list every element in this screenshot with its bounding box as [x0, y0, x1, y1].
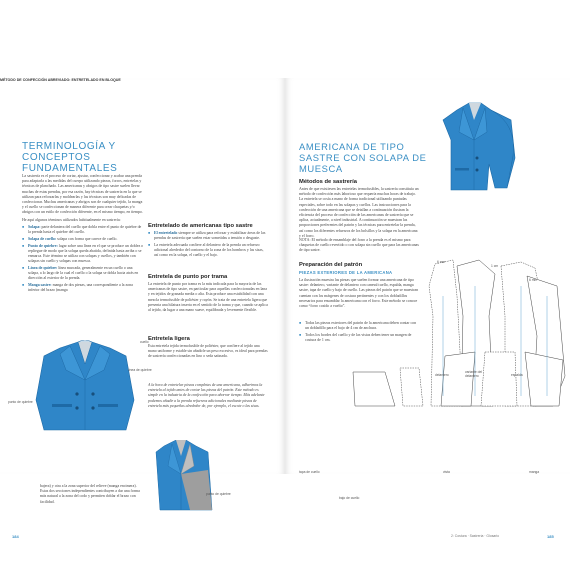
- col2-para-2: La entretela de punto por trama es la más indicada para la mayoría de las americanas de tipo sastre, en particular para aquellas confeccionadas en lana y en tejidos de granada media o alta. Esta produce una estabilidad con una mezcla termofusible de poliéster y rayón. Se trata de una entretela ligera que presenta una hilatura inserta en el sentido de la trama y que, cuando se aplica al tejido, da lugar a una mano suave, equilibrada y levemente flexible.: [148, 282, 268, 313]
- col2-heading-2: Entretela de punto por trama: [148, 274, 228, 280]
- prep-heading: Preparación del patrón: [299, 262, 363, 268]
- callout-frontvar: variante del delantero: [465, 370, 483, 378]
- right-page: [285, 78, 570, 539]
- callout-sleeve: manga: [529, 470, 540, 474]
- col2-heading-3: Entretela ligera: [148, 336, 190, 342]
- left-folio: 184: [12, 534, 19, 539]
- callout-break-2: punto de quiebre: [206, 492, 231, 496]
- callout-bajo: bajo de cuello: [339, 496, 360, 500]
- right-title: AMERICANA DE TIPO SASTRE CON SOLAPA DE MUESCA: [299, 141, 427, 174]
- callout-break: punto de quiebre: [8, 400, 33, 404]
- callout-lapel: línea de quiebre: [128, 368, 152, 372]
- intro-paragraph: La sastrería es el proceso de cortar, ajustar, confeccionar y acabar una prenda para adaptarla a las medidas del cuerpo utilizando piezas, forros, entretelas y técnicas de planchado. Las americanas y abrigos de tipo sastre suelen llevar muchas de estas prendas, por esa razón, hay técnicas de sastrería en la que se utilizan para reforzarlas y moldearlas y las técnicas son muy delicadas de confeccionar. Muchas americanas y abrigos son de cualquier tejido, la manga y el cuello se confeccionan de manera diferente para crear chaquetas y/o abrigos con un estilo de confección diferente, en el mismo tiempo, en tiempo.: [22, 174, 143, 215]
- left-title: TERMINOLOGÍA Y CONCEPTOS FUNDAMENTALES: [22, 141, 118, 174]
- jacket-detail-illustration: [150, 440, 220, 512]
- terms-list: [22, 225, 144, 294]
- running-footer: 2: Costura · Sastrería · Glosario: [451, 534, 500, 538]
- left-continuation: bajera) y otra a la zona superior del relieve (manga encimera). Estas dos secciones independientes contribuyen a dar una forma más natural a la zona del codo y permiten doblar el brazo con facilidad.: [40, 484, 140, 504]
- term-item: ■ Solapa: parte delantera del cuello que dobla entre el punto de quiebre de la prenda hasta el quiebre del cuello.: [28, 225, 144, 235]
- methods-heading: Métodos de sastrería: [299, 179, 357, 185]
- callout-collar: vista: [443, 470, 450, 474]
- terms-intro: He aquí algunos términos utilizados habitualmente en sastrería:: [22, 217, 121, 222]
- col2-bullet: ■ El entretelado siempre se utiliza para reforzar y estabilizar áreas de las prendas de sastrería que suelen estar sometidas a tensión o desgaste.: [154, 231, 268, 241]
- prep-subheading: PIEZAS EXTERIORES DE LA AMERICANA: [299, 270, 393, 275]
- method-title: MÉTODO DE CONFECCIÓN ABREVIADO: ENTRETELADO EN BLOQUE: [0, 78, 121, 82]
- callout-collar: cuello: [140, 340, 149, 344]
- callout-cuello: tapa de cuello: [299, 470, 320, 474]
- methods-paragraph: Antes de que existiesen las entretelas termofusibles, la sastrería constituía un método de confección más laborioso que requería muchas horas de trabajo. La entretela se cosía a mano de forma tradicional utilizando puntadas especiales, sobre todo en las solapas y cuellos. Las instrucciones para la confección de una americana que se detallan a continuación ilustran la eficiencia del proceso de confección de las americanas de sastrería que se aplica, actualmente, a nivel industrial. A continuación se muestran las proporciones preferentes del patrón y las técnicas para entretelar la prenda, así como los diferentes refuerzos de los bolsillos y la solapa en la americana y el forro.: [299, 187, 419, 238]
- col2-bullet: ■ La entretela adecuada confiere al delantero de la prenda un refuerzo adicional alrededor del contorno de la zona de los hombros y las sisas, así como en la solapa, el cuello y el bajo.: [154, 243, 268, 259]
- col2-para-3: Esta entretela tejida termofusible de poliéster, que confiere al tejido una mano uniforme y estable sin añadirle un peso excesivo, es ideal para prendas de sastrería confeccionadas en lino o seda satinada.: [148, 344, 268, 359]
- right-folio: 185: [547, 534, 554, 539]
- term-item: ■ Punto de quiebre: lugar sobre una línea en el que se produce un doblez o repliegue de modo que la solapa queda abatida, definida hasta arriba o se enmarca. Este término se utiliza con solapas y cuellos, y también con solapas sin cuello y solapas con muesca.: [28, 244, 144, 265]
- nota-paragraph: NOTA: El método de ensamblaje del forro a la prenda es el mismo para chaquetas de cuello revertido o con solapa sin cuello que para las americanas de tipo sastre.: [299, 238, 419, 253]
- prep-paragraph: La ilustración muestra las piezas que suelen formar una americana de tipo sastre: delantero, variante de delantero con canesú/cuello, espalda, manga sastre, tapa de cuello y bajo de cuello. Las piezas del patrón que se muestran cuentan con los márgenes de costura pertinentes y con los dobladillos necesarios para ensamblar la americana con el forro. Este método se conoce como “forro cosido a vuelto”.: [299, 278, 419, 309]
- term-item: ■ Solapa de cuello: solapa con forma que carece de cuello.: [28, 237, 144, 242]
- col2-heading-1: Entretelado de americanas tipo sastre: [148, 223, 253, 229]
- left-page: [0, 78, 285, 539]
- callout-m1: 6 mm: [437, 260, 446, 264]
- prep-bullet: ■ Todos los bordes del cuello y de las vistas deben tener un margen de costura de 1 cm.: [305, 333, 419, 343]
- term-item: ■ Manga sastre: manga de dos piezas, una correspondiente a la zona inferior del brazo (manga: [28, 283, 144, 293]
- callout-m3: 6 mm: [529, 278, 538, 282]
- jacket-illustration-left: [30, 340, 140, 432]
- jacket-illustration-right: [429, 100, 519, 192]
- callout-front: delantero: [435, 373, 449, 377]
- callout-side: espalda: [511, 373, 523, 377]
- callout-m2: 1 cm: [491, 264, 499, 268]
- col2-list: [148, 231, 268, 260]
- left-intro: [22, 174, 144, 295]
- term-item: ■ Línea de quiebre: línea marcada, generalmente en un cuello o una solapa, a lo largo de la cual el cuello o la solapa se dobla hacia atrás en dirección al exterior de la prenda.: [28, 266, 144, 282]
- method-text: A la hora de entretelar piezas completas de una americana, adherimos la entretela al tejido antes de cortar las piezas del patrón. Este método es simple en la industria de la confección para ahorrar tiempo. Más adelante podemos añadir a la prenda refuerzos adicionales mediante piezas de entretela más pequeñas alrededor de, por ejemplo, el escote o las sisas.: [148, 383, 265, 408]
- prep-bullet: ■ Todas las piezas exteriores del patrón de la americana deben contar con un dobladillo para el bajo de 4 cm de anchura.: [305, 321, 419, 331]
